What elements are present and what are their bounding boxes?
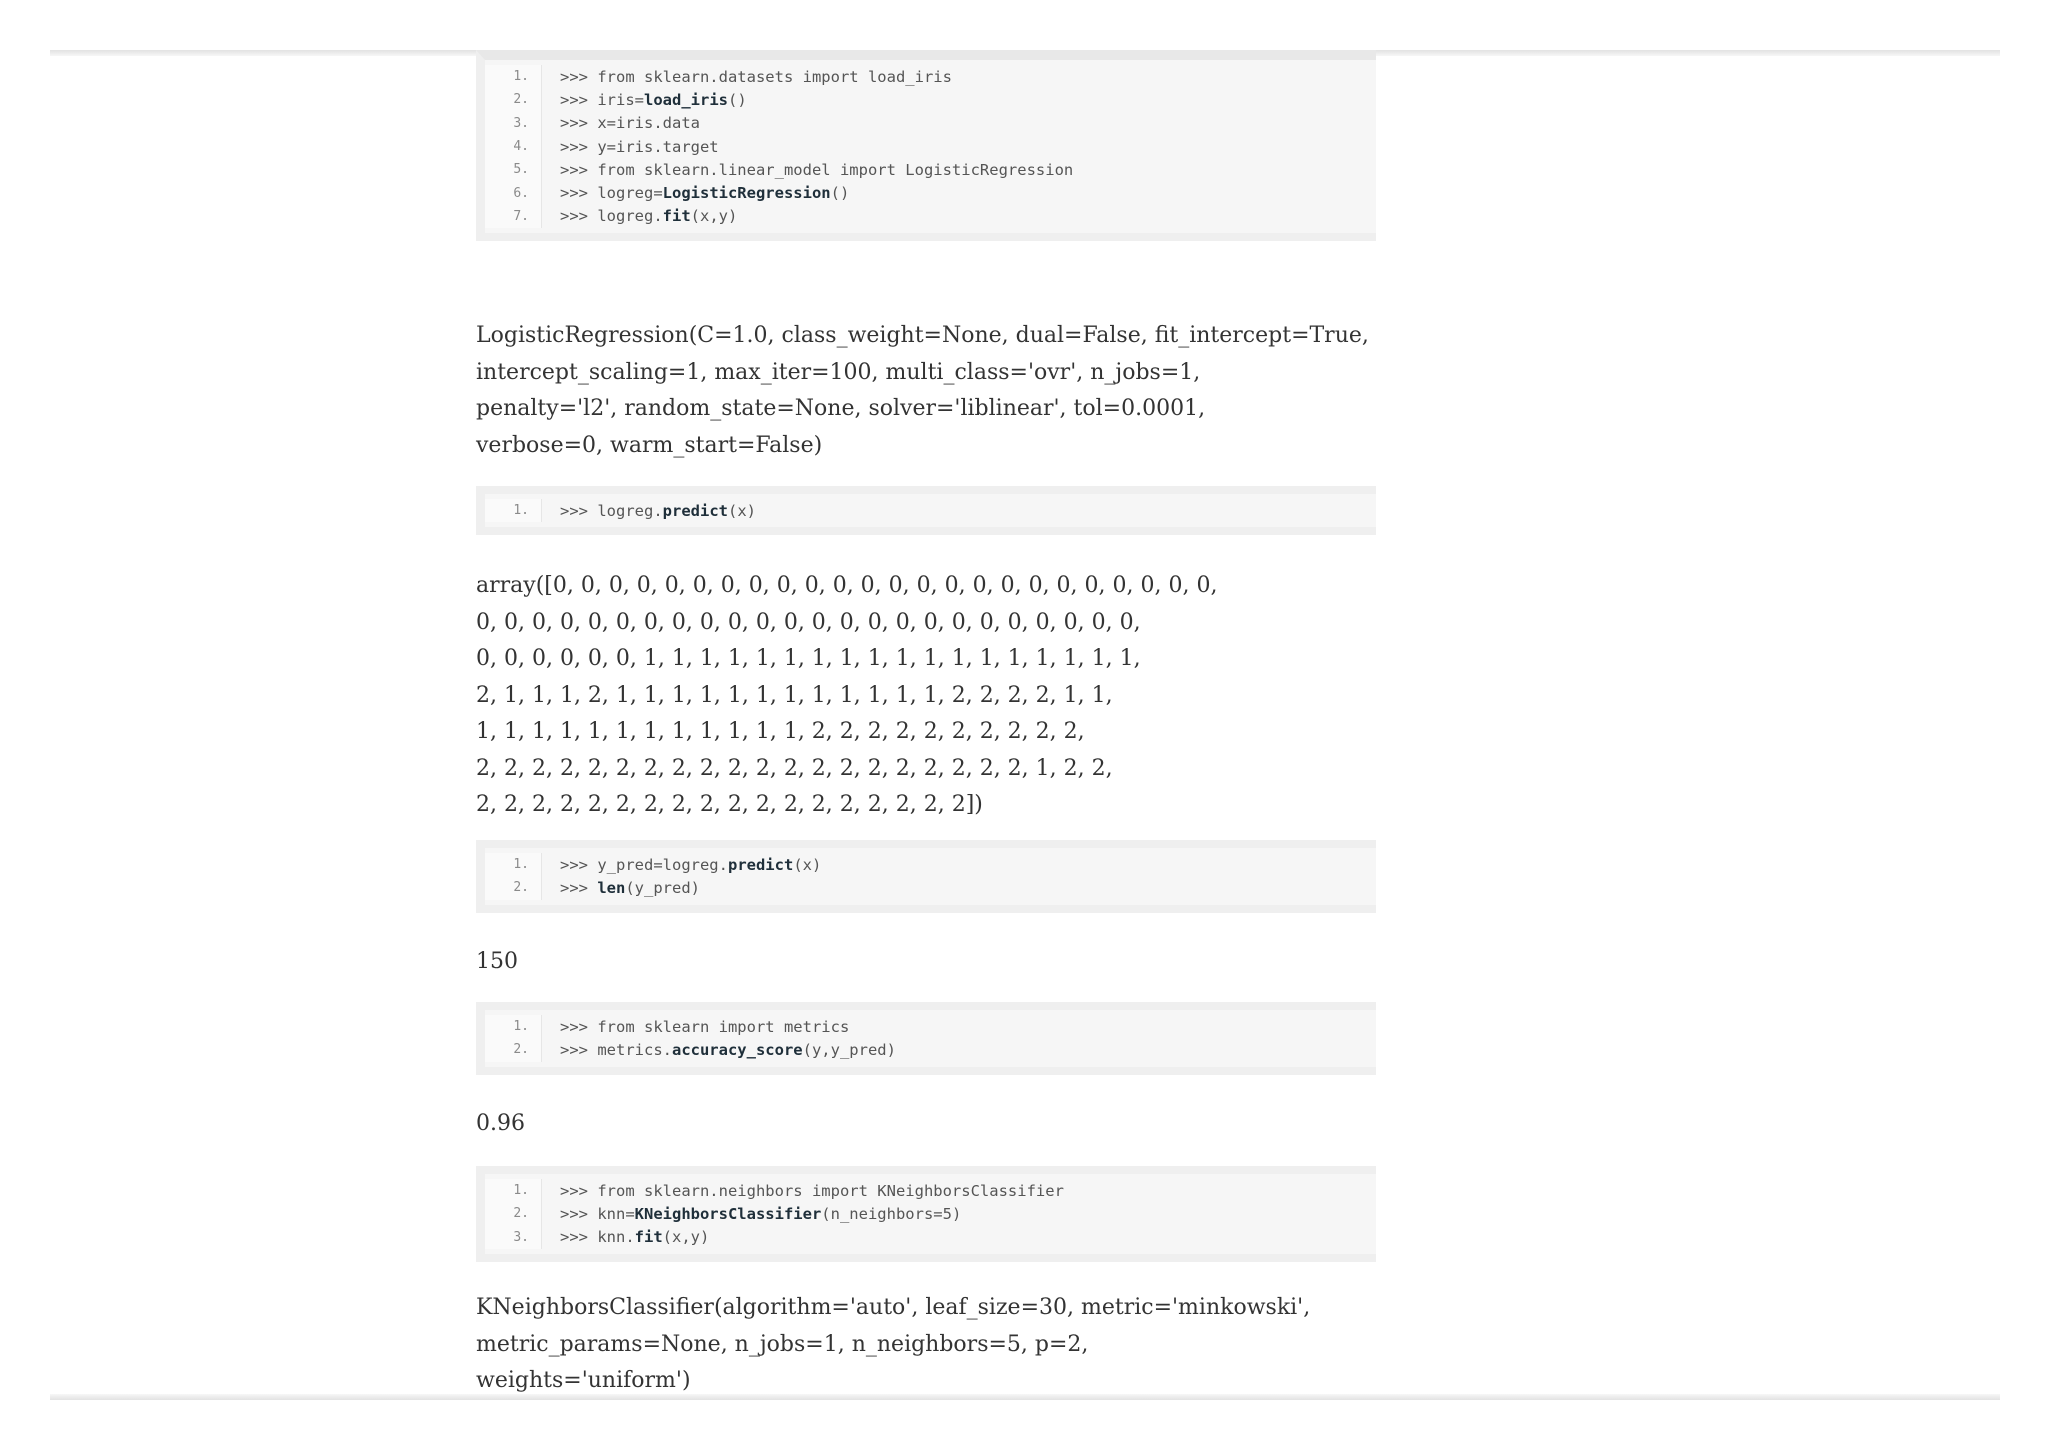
output-line: 0, 0, 0, 0, 0, 0, 1, 1, 1, 1, 1, 1, 1, 1, 1, 1, 1, 1, 1, 1, 1, 1, 1, 1, — [476, 646, 1141, 671]
code-keyword: LogisticRegression — [662, 184, 831, 203]
code-line — [485, 1202, 1376, 1225]
code-segment: () — [728, 90, 747, 109]
code-text — [542, 68, 952, 86]
line-number: 1. — [485, 853, 542, 876]
code-block — [476, 486, 1376, 535]
code-text — [542, 91, 747, 109]
output-line: 150 — [476, 949, 518, 974]
code-keyword: fit — [662, 207, 691, 226]
output-text — [476, 568, 1217, 824]
code-block — [476, 1166, 1376, 1262]
line-number: 7. — [485, 205, 542, 228]
code-segment: >>> y_pred=logreg. — [560, 855, 728, 874]
code-line — [485, 1038, 1376, 1061]
code-keyword: KNeighborsClassifier — [634, 1204, 822, 1223]
code-segment: >>> metrics. — [560, 1040, 672, 1059]
code-keyword: fit — [634, 1228, 663, 1247]
code-text — [542, 1228, 709, 1246]
output-line: 1, 1, 1, 1, 1, 1, 1, 1, 1, 1, 1, 1, 2, 2, 2, 2, 2, 2, 2, 2, 2, 2, — [476, 719, 1085, 744]
code-text — [542, 879, 700, 897]
output-line: metric_params=None, n_jobs=1, n_neighbors=5, p=2, — [476, 1331, 1089, 1357]
code-segment: (x,y) — [662, 1228, 710, 1247]
output-line: intercept_scaling=1, max_iter=100, multi_class='ovr', n_jobs=1, — [476, 359, 1201, 385]
code-segment: () — [830, 184, 850, 203]
code-block — [476, 50, 1376, 241]
line-number: 1. — [485, 1179, 542, 1202]
line-number: 2. — [485, 1202, 542, 1225]
output-line: 2, 1, 1, 1, 2, 1, 1, 1, 1, 1, 1, 1, 1, 1, 1, 1, 1, 2, 2, 2, 2, 1, 1, — [476, 682, 1113, 708]
code-segment: (x) — [793, 855, 822, 874]
output-text — [476, 1106, 525, 1143]
code-line — [485, 158, 1376, 181]
code-keyword: predict — [727, 855, 794, 874]
code-block — [476, 840, 1376, 913]
line-number: 6. — [485, 181, 542, 204]
code-block — [476, 1002, 1376, 1075]
code-text — [542, 1182, 1064, 1200]
code-segment: (x) — [727, 501, 756, 520]
code-segment: >>> knn. — [560, 1228, 635, 1247]
line-number: 1. — [485, 65, 542, 88]
code-segment: (n_neighbors=5) — [821, 1204, 962, 1223]
output-text — [476, 318, 1369, 464]
code-keyword: load_iris — [644, 90, 728, 109]
code-line — [485, 181, 1376, 204]
code-text — [542, 856, 821, 874]
line-number: 1. — [485, 1015, 542, 1038]
code-keyword: predict — [662, 501, 728, 520]
line-number: 5. — [485, 158, 542, 181]
code-line — [485, 135, 1376, 158]
code-line — [485, 499, 1376, 522]
code-segment: >>> x=iris.data — [560, 114, 700, 133]
code-segment: >>> logreg. — [560, 501, 663, 520]
code-text — [542, 207, 737, 225]
code-line — [485, 65, 1376, 88]
code-text — [542, 138, 719, 156]
output-line: 0.96 — [476, 1111, 525, 1136]
output-line: weights='uniform') — [476, 1368, 691, 1393]
code-segment: >>> iris= — [560, 90, 644, 109]
output-text — [476, 1290, 1310, 1400]
code-text — [542, 502, 756, 520]
code-text — [542, 1018, 849, 1036]
code-line — [485, 205, 1376, 228]
output-line: LogisticRegression(C=1.0, class_weight=None, dual=False, fit_intercept=True, — [476, 323, 1369, 348]
code-segment: >>> y=iris.target — [560, 137, 719, 156]
output-line: 2, 2, 2, 2, 2, 2, 2, 2, 2, 2, 2, 2, 2, 2, 2, 2, 2, 2]) — [476, 792, 983, 817]
code-segment: >>> from sklearn import metrics — [560, 1017, 850, 1036]
output-line: verbose=0, warm_start=False) — [476, 432, 823, 458]
code-segment: (y,y_pred) — [802, 1040, 896, 1059]
code-text — [542, 161, 1073, 179]
line-number: 4. — [485, 135, 542, 158]
code-keyword: len — [597, 878, 626, 897]
code-text — [542, 1205, 961, 1223]
code-text — [542, 1041, 896, 1059]
output-line: KNeighborsClassifier(algorithm='auto', leaf_size=30, metric='minkowski', — [476, 1295, 1311, 1320]
output-text — [476, 944, 518, 981]
line-number: 3. — [485, 112, 542, 135]
code-segment: (x,y) — [690, 207, 738, 226]
code-line — [485, 876, 1376, 899]
code-segment: >>> logreg= — [560, 184, 663, 203]
code-segment: >>> from sklearn.datasets import load_iris — [560, 67, 952, 86]
code-text — [542, 114, 700, 132]
code-segment: >>> — [560, 878, 598, 897]
code-segment: (y_pred) — [625, 878, 700, 897]
line-number: 1. — [485, 499, 542, 522]
line-number: 2. — [485, 88, 542, 111]
output-line: penalty='l2', random_state=None, solver='liblinear', tol=0.0001, — [476, 396, 1206, 421]
output-line: 0, 0, 0, 0, 0, 0, 0, 0, 0, 0, 0, 0, 0, 0, 0, 0, 0, 0, 0, 0, 0, 0, 0, 0, — [476, 609, 1141, 635]
code-segment: >>> knn= — [560, 1204, 635, 1223]
code-line — [485, 1179, 1376, 1202]
code-keyword: accuracy_score — [671, 1040, 803, 1059]
code-line — [485, 112, 1376, 135]
code-segment: >>> logreg. — [560, 207, 663, 226]
output-line: array([0, 0, 0, 0, 0, 0, 0, 0, 0, 0, 0, 0, 0, 0, 0, 0, 0, 0, 0, 0, 0, 0, 0, 0, — [476, 573, 1218, 598]
line-number: 2. — [485, 876, 542, 899]
code-text — [542, 184, 849, 202]
output-line: 2, 2, 2, 2, 2, 2, 2, 2, 2, 2, 2, 2, 2, 2, 2, 2, 2, 2, 2, 2, 1, 2, 2, — [476, 755, 1113, 781]
code-segment: >>> from sklearn.linear_model import LogisticRegression — [560, 160, 1074, 179]
code-line — [485, 1015, 1376, 1038]
line-number: 2. — [485, 1038, 542, 1061]
code-segment: >>> from sklearn.neighbors import KNeighborsClassifier — [560, 1181, 1064, 1200]
code-line — [485, 88, 1376, 111]
line-number: 3. — [485, 1226, 542, 1249]
code-line — [485, 1226, 1376, 1249]
code-line — [485, 853, 1376, 876]
